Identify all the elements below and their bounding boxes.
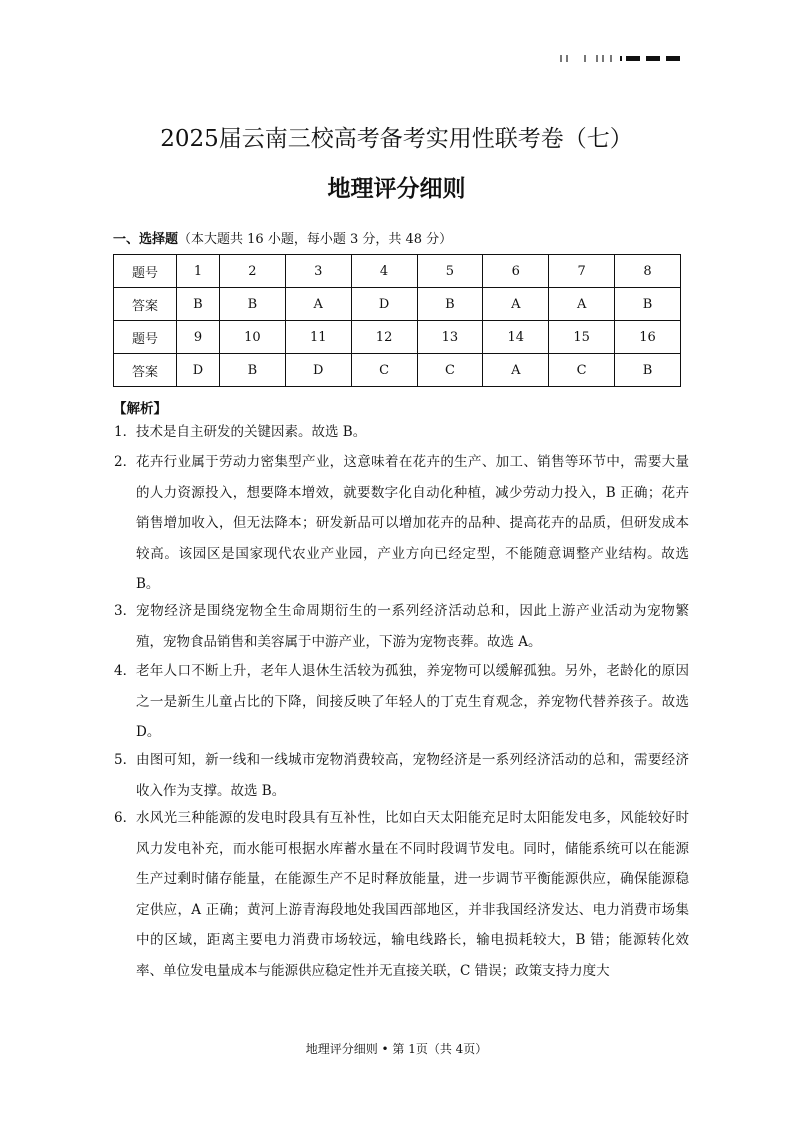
table-row-label: 答案: [114, 354, 177, 387]
analysis-heading: 【解析】: [113, 401, 167, 417]
table-cell: C: [549, 354, 615, 387]
table-cell: B: [219, 288, 285, 321]
analysis-item: [114, 417, 689, 448]
table-cell: 8: [615, 255, 681, 288]
table-cell: D: [285, 354, 351, 387]
table-cell: 15: [549, 321, 615, 354]
analysis-item: [114, 745, 689, 806]
table-cell: A: [285, 288, 351, 321]
page-footer: 地理评分细则 • 第 1页（共 4页）: [305, 1042, 488, 1056]
item-text: 技术是自主研发的关键因素。故选 B。: [136, 424, 367, 440]
table-row: [114, 288, 681, 321]
table-cell: C: [351, 354, 417, 387]
item-number: 3．: [114, 603, 137, 619]
table-cell: 10: [219, 321, 285, 354]
item-text: 水风光三种能源的发电时段具有互补性，比如白天太阳能充足时太阳能发电多，风能较好时风力发电补充，而水能可根据水库蓄水量在不同时段调节发电。同时，储能系统可以在能源生产过剩时储存能量，在能源生产不足时释放能量，进一步调节平衡能源供应，确保能源稳定供应，A 正确；黄河上游青海段地处我国西部地区，并非我国经济发达、电力消费市场集中的区域，距离主要电力消费市场较远，输电线路长，输电损耗较大，B 错；能源转化效率、单位发电量成本与能源供应稳定性并无直接关联，C 错误；政策支持力度大: [136, 810, 689, 979]
table-cell: C: [417, 354, 483, 387]
table-row: [114, 321, 681, 354]
table-cell: D: [177, 354, 220, 387]
table-cell: 14: [483, 321, 549, 354]
page-subtitle: 地理评分细则: [327, 175, 466, 202]
section-title: 一、选择题: [113, 232, 179, 247]
item-number: 2．: [114, 454, 137, 470]
table-row-label: 答案: [114, 288, 177, 321]
item-number: 6．: [114, 810, 137, 826]
table-cell: 7: [549, 255, 615, 288]
section-note: （本大题共 16 小题，每小题 3 分，共 48 分）: [178, 232, 453, 247]
table-cell: 6: [483, 255, 549, 288]
table-cell: 3: [285, 255, 351, 288]
table-cell: 1: [177, 255, 220, 288]
table-cell: 13: [417, 321, 483, 354]
table-cell: B: [615, 354, 681, 387]
table-cell: D: [351, 288, 417, 321]
section-heading: [113, 228, 452, 247]
analysis-item: [114, 803, 689, 986]
item-number: 1．: [114, 424, 137, 440]
analysis-item: [114, 447, 689, 600]
table-row-label: 题号: [114, 255, 177, 288]
table-cell: 11: [285, 321, 351, 354]
table-cell: 4: [351, 255, 417, 288]
item-number: 5．: [114, 752, 137, 768]
table-cell: 2: [219, 255, 285, 288]
item-text: 由图可知，新一线和一线城市宠物消费较高，宠物经济是一系列经济活动的总和，需要经济收入作为支撑。故选 B。: [136, 752, 689, 799]
table-cell: B: [177, 288, 220, 321]
item-text: 宠物经济是围绕宠物全生命周期衍生的一系列经济活动总和，因此上游产业活动为宠物繁殖，宠物食品销售和美容属于中游产业，下游为宠物丧葬。故选 A。: [136, 603, 689, 650]
item-text: 花卉行业属于劳动力密集型产业，这意味着在花卉的生产、加工、销售等环节中，需要大量的人力资源投入，想要降本增效，就要数字化自动化种植，减少劳动力投入，B 正确；花卉销售增加收入，但无法降本；研发新品可以增加花卉的品种、提高花卉的品质，但研发成本较高。该园区是国家现代农业产业园，产业方向已经定型，不能随意调整产业结构。故选 B。: [136, 454, 689, 592]
analysis-item: [114, 596, 689, 657]
analysis-item: [114, 656, 689, 748]
answer-table: [113, 254, 681, 387]
item-number: 4．: [114, 663, 137, 679]
table-row: [114, 255, 681, 288]
table-row: [114, 354, 681, 387]
table-cell: B: [417, 288, 483, 321]
table-cell: B: [615, 288, 681, 321]
item-text: 老年人口不断上升，老年人退休生活较为孤独，养宠物可以缓解孤独。另外，老龄化的原因之一是新生儿童占比的下降，间接反映了年轻人的丁克生育观念，养宠物代替养孩子。故选 D。: [136, 663, 689, 740]
table-cell: 5: [417, 255, 483, 288]
table-cell: A: [549, 288, 615, 321]
page-title: 2025届云南三校高考备考实用性联考卷（七）: [160, 126, 633, 152]
table-cell: 9: [177, 321, 220, 354]
table-row-label: 题号: [114, 321, 177, 354]
table-cell: 16: [615, 321, 681, 354]
table-cell: A: [483, 288, 549, 321]
table-cell: B: [219, 354, 285, 387]
table-cell: 12: [351, 321, 417, 354]
table-cell: A: [483, 354, 549, 387]
